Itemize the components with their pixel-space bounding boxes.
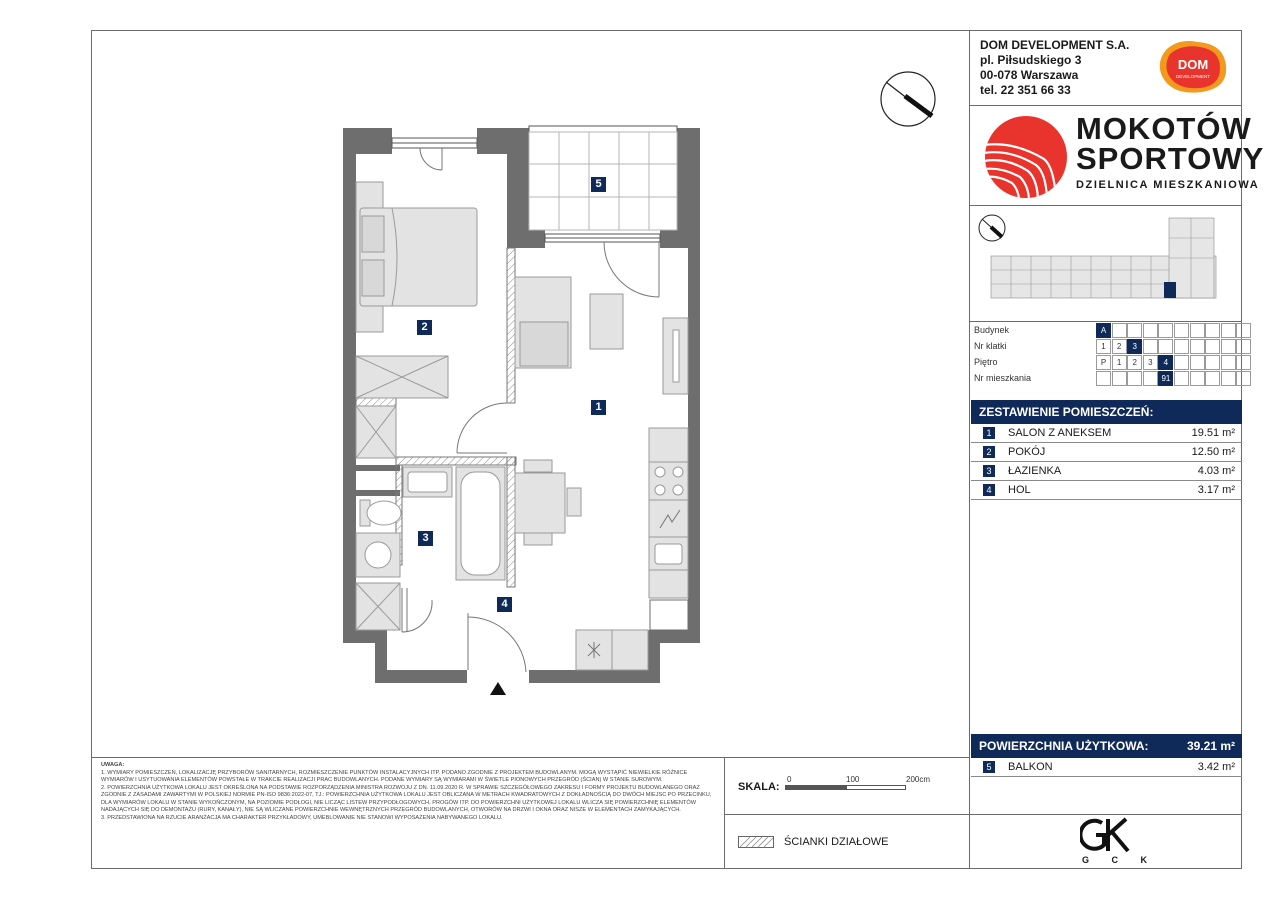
grid-cell: A xyxy=(1096,323,1111,338)
room-name: SALON Z ANEKSEM xyxy=(1008,427,1112,439)
grid-cell xyxy=(1127,371,1142,386)
usable-area-label: POWIERZCHNIA UŻYTKOWA: xyxy=(979,739,1149,753)
room-area: 3.17 m² xyxy=(1197,484,1235,496)
sidebar-divider-4 xyxy=(970,814,1242,815)
floor-plan xyxy=(92,31,969,758)
grid-cell xyxy=(1143,323,1158,338)
key-plan xyxy=(971,208,1242,320)
grid-cell: 1 xyxy=(1096,339,1111,354)
grid-cell xyxy=(1174,339,1189,354)
grid-cell xyxy=(1158,323,1173,338)
sidebar-divider xyxy=(969,31,970,869)
grid-cell xyxy=(1143,371,1158,386)
grid-cell xyxy=(1190,355,1205,370)
company-name: DOM DEVELOPMENT S.A. xyxy=(980,38,1130,52)
usable-area-bar xyxy=(971,734,1242,758)
room-row xyxy=(971,443,1242,462)
gck-logo xyxy=(1080,817,1132,853)
grid-cell xyxy=(1174,371,1189,386)
plan-label-room-5: 5 xyxy=(591,177,606,192)
grid-cell xyxy=(1190,371,1205,386)
grid-cell: 91 xyxy=(1158,371,1173,386)
plan-label-room-3: 3 xyxy=(418,531,433,546)
rooms-header: ZESTAWIENIE POMIESZCZEŃ: xyxy=(971,400,1242,424)
grid-cell xyxy=(1221,355,1236,370)
grid-label: Piętro xyxy=(974,357,998,367)
grid-cell xyxy=(1205,355,1220,370)
room-area: 19.51 m² xyxy=(1191,427,1235,439)
grid-cell xyxy=(1174,355,1189,370)
grid-cell xyxy=(1096,371,1111,386)
grid-cell xyxy=(1221,323,1236,338)
grid-cell xyxy=(1236,339,1251,354)
grid-label: Nr klatki xyxy=(974,341,1007,351)
north-arrow-icon xyxy=(881,72,935,126)
grid-cell xyxy=(1127,323,1142,338)
room-name: HOL xyxy=(1008,484,1031,496)
room-name: POKÓJ xyxy=(1008,446,1046,458)
company-street: pl. Piłsudskiego 3 xyxy=(980,53,1082,67)
sidebar-divider-3 xyxy=(970,321,1242,322)
legend-divider xyxy=(725,814,969,815)
room-number: 4 xyxy=(983,484,995,496)
grid-cell: 4 xyxy=(1158,355,1173,370)
company-city: 00-078 Warszawa xyxy=(980,68,1079,82)
entrance-arrow-icon xyxy=(490,682,506,695)
gck-logo-text: G C K xyxy=(1082,855,1158,865)
notes-block xyxy=(101,762,721,822)
partition-legend-icon xyxy=(738,836,774,848)
plan-label-room-1: 1 xyxy=(591,400,606,415)
grid-cell xyxy=(1205,323,1220,338)
room-number: 1 xyxy=(983,427,995,439)
project-subtitle: DZIELNICA MIESZKANIOWA xyxy=(1076,179,1260,191)
sidebar-divider-2 xyxy=(970,205,1242,206)
bed xyxy=(356,182,477,332)
note-item: 2. POWIERZCHNIA UŻYTKOWA LOKALU JEST OKREŚLONA NA PODSTAWIE ROZPORZĄDZENIA MINISTRA ROZWOJU Z DN. 11.09.2020 R. W SPRAWIE SZCZEGÓŁOWEGO ZAKRESU I FORMY PROJEKTU BUDOWLANEGO ORAZ ZGODNIE Z ZASADAMI ZAWARTYMI W POLSKIEJ NORMIE PN-ISO 9836:2022-07, TJ.: POWIERZCHNIA UŻYTKOWA LOKALU JEST OBLICZANA W METRACH KWADRATOWYCH Z DOKŁADNOŚCIĄ DO DWÓCH MIEJSC PO PRZECINKU, DLA WYMIARÓW LOKALU W STANIE WYKOŃCZONYM, NA POZIOMIE PODŁOGI, NIE LICZĄC LISTEW PRZYPODŁOGOWYCH, PROGÓW ITP. DO POWIERZCHNI UŻYTKOWEJ LOKALU WLICZA SIĘ POWIERZCHNIĘ ELEMENTÓW NADAJĄCYCH SIĘ DO DEMONTAŻU (RURY, KANAŁY), NIE SĄ WLICZANE POWIERZCHNIE WEWNĘTRZNYCH PRZEGRÓD BUDOWLANYCH, OTWORÓW NA DRZWI I OKNA ORAZ NISZE W ELEMENTACH ZAMYKAJĄCYCH. xyxy=(101,784,712,813)
balcony-name: BALKON xyxy=(1008,761,1053,773)
grid-cell xyxy=(1174,323,1189,338)
notes-title: UWAGA: xyxy=(101,762,125,768)
grid-cell xyxy=(1236,355,1251,370)
grid-cell xyxy=(1158,339,1173,354)
grid-cell xyxy=(1190,323,1205,338)
usable-area-value: 39.21 m² xyxy=(1186,739,1235,753)
wardrobe xyxy=(356,356,448,458)
balcony-row xyxy=(971,758,1242,777)
scale-tick: 200cm xyxy=(906,775,931,784)
note-item: 1. WYMIARY POMIESZCZEŃ, LOKALIZACJĘ PRZYBORÓW SANITARNYCH, ROZMIESZCZENIE PUNKTÓW INSTALACYJNYCH ITP. PODANO ZGODNIE Z PROJEKTEM BUDOWLANYM. MOGĄ WYSTĄPIĆ NIEWIELKIE RÓŻNICE WYMIARÓW I USYTUOWANIA ELEMENTÓW POWSTAŁE W TRAKCIE REALIZACJI PRAC BUDOWLANYCH. PODANE WYMIARY SĄ WYMIARAMI W ŚWIETLE PIONOWYCH PRZEGRÓD (ŚCIAN) W STANIE SUROWYM. xyxy=(101,769,688,783)
company-phone: tel. 22 351 66 33 xyxy=(980,83,1071,97)
grid-cell: 2 xyxy=(1112,339,1127,354)
balcony-number: 5 xyxy=(983,761,995,773)
room-area: 4.03 m² xyxy=(1197,465,1235,477)
plan-label-room-2: 2 xyxy=(417,320,432,335)
grid-cell: 3 xyxy=(1127,339,1142,354)
grid-cell xyxy=(1221,371,1236,386)
key-plan-north-icon xyxy=(979,215,1005,241)
note-item: 3. PRZEDSTAWIONA NA RZUCIE ARANŻACJA MA CHARAKTER PRZYKŁADOWY, UMEBLOWANIE NIE STANOWI WYPOSAŻENIA NABYWANEGO LOKALU. xyxy=(101,814,503,821)
grid-cell xyxy=(1205,371,1220,386)
company-address xyxy=(980,38,1129,98)
grid-cell: P xyxy=(1096,355,1111,370)
project-title-line1: MOKOTÓW xyxy=(1076,111,1252,146)
plan-label-room-4: 4 xyxy=(497,597,512,612)
grid-label: Budynek xyxy=(974,325,1010,335)
room-area: 12.50 m² xyxy=(1191,446,1235,458)
room-row xyxy=(971,481,1242,500)
grid-cell xyxy=(1236,323,1251,338)
grid-label: Nr mieszkania xyxy=(974,373,1032,383)
grid-cell: 3 xyxy=(1143,355,1158,370)
scale-label: SKALA: xyxy=(738,781,780,793)
dom-development-logo xyxy=(1158,38,1228,94)
grid-cell xyxy=(1112,323,1127,338)
partition-legend-label: ŚCIANKI DZIAŁOWE xyxy=(784,836,889,848)
svg-text:DOM: DOM xyxy=(1177,57,1209,72)
grid-cell xyxy=(1143,339,1158,354)
grid-cell: 1 xyxy=(1112,355,1127,370)
grid-cell: 2 xyxy=(1127,355,1142,370)
balcony-area: 3.42 m² xyxy=(1197,761,1235,773)
project-title-line2: SPORTOWY xyxy=(1076,141,1265,176)
scale-bar xyxy=(785,785,906,790)
room-row xyxy=(971,462,1242,481)
grid-cell xyxy=(1190,339,1205,354)
svg-text:DEVELOPMENT: DEVELOPMENT xyxy=(1175,74,1211,79)
room-row xyxy=(971,424,1242,443)
room-number: 2 xyxy=(983,446,995,458)
sidebar-divider-1 xyxy=(970,105,1242,106)
scale-tick: 100 xyxy=(846,775,860,784)
room-name: ŁAZIENKA xyxy=(1008,465,1062,477)
mokotow-sportowy-logo xyxy=(984,115,1068,199)
grid-cell xyxy=(1112,371,1127,386)
project-title xyxy=(1076,111,1265,176)
grid-cell xyxy=(1221,339,1236,354)
grid-cell xyxy=(1236,371,1251,386)
scale-tick: 0 xyxy=(787,775,792,784)
room-number: 3 xyxy=(983,465,995,477)
grid-cell xyxy=(1205,339,1220,354)
